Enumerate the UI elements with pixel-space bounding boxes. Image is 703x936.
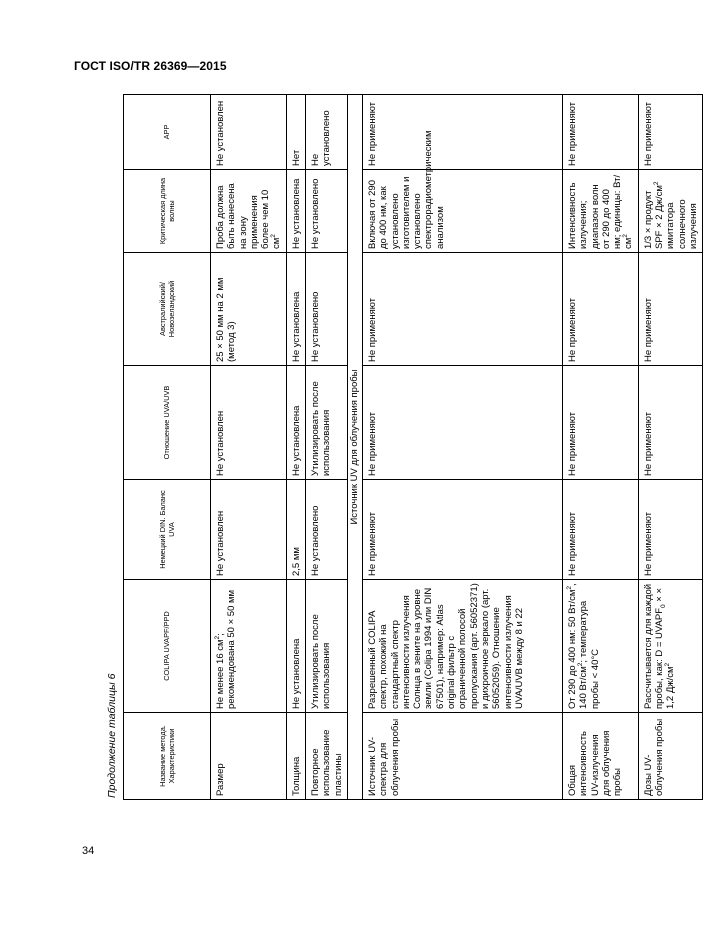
cell-intensity-din: Не применяют bbox=[562, 480, 638, 580]
cell-thickness-crit: Не установлена bbox=[286, 170, 305, 253]
cell-size-crit: Проба должна быть нанесена на зону применения более чем 10 $см^2$ bbox=[211, 170, 287, 253]
cell-reuse-din: Не установлено bbox=[306, 480, 348, 580]
table-row-dose bbox=[638, 95, 702, 800]
table-row-thickness bbox=[286, 95, 305, 800]
cell-thickness-app: Нет bbox=[286, 95, 305, 170]
cell-reuse-uva-uvb: Утилизировать после использования bbox=[306, 366, 348, 480]
table-row-reuse bbox=[306, 95, 348, 800]
cell-dose-crit: 1/3 × продукт SPF × 2 $Дж/см^2$ имитатора солнечного излучения bbox=[638, 170, 702, 253]
section-row-uv-source bbox=[347, 95, 362, 800]
cell-source-crit: Включая от 290 до 400 нм, как установлено изготовителем и установлено спектрорадиометрическим анализом bbox=[362, 170, 562, 253]
cell-size-colipa: Не менее 16 $см^2$; рекомендована 50 × 50 мм bbox=[211, 580, 287, 713]
table-caption: Продолжение таблицы 6 bbox=[106, 673, 118, 798]
cell-dose-aus: Не применяют bbox=[638, 253, 702, 366]
cell-reuse-colipa: Утилизировать после использования bbox=[306, 580, 348, 713]
cell-size-uva-uvb: Не установлен bbox=[211, 366, 287, 480]
methods-table bbox=[123, 94, 703, 800]
cell-source-din: Не применяют bbox=[362, 480, 562, 580]
col-header-critical-wavelength: Критическая длина волны bbox=[124, 170, 211, 253]
cell-reuse-crit: Не установлено bbox=[306, 170, 348, 253]
cell-source-name: Источник UV-спектра для облучения пробы bbox=[362, 713, 562, 800]
table-row-intensity bbox=[562, 95, 638, 800]
table-row-source bbox=[362, 95, 562, 800]
cell-intensity-name: Общая интенсивность UV-излучения для облучения пробы bbox=[562, 713, 638, 800]
cell-intensity-app: Не применяют bbox=[562, 95, 638, 170]
standard-header: ГОСТ ISO/TR 26369—2015 bbox=[74, 59, 227, 73]
rotated-table-block bbox=[101, 95, 699, 800]
cell-thickness-aus: Не установлена bbox=[286, 253, 305, 366]
cell-source-uva-uvb: Не применяют bbox=[362, 366, 562, 480]
cell-dose-uva-uvb: Не применяют bbox=[638, 366, 702, 480]
page-number: 34 bbox=[82, 845, 95, 857]
col-header-app: APP bbox=[124, 95, 211, 170]
cell-intensity-aus: Не применяют bbox=[562, 253, 638, 366]
col-header-method: Название метода. Характеристики bbox=[124, 713, 211, 800]
col-header-din: Немецкий DIN. Баланс UVA bbox=[124, 480, 211, 580]
cell-thickness-colipa: Не установлена bbox=[286, 580, 305, 713]
section-title: Источник UV для облучения пробы bbox=[347, 95, 362, 800]
cell-source-app: Не применяют bbox=[362, 95, 562, 170]
cell-reuse-aus: Не установлено bbox=[306, 253, 348, 366]
table-header-row bbox=[124, 95, 211, 800]
cell-size-name: Размер bbox=[211, 713, 287, 800]
cell-thickness-uva-uvb: Не установлена bbox=[286, 366, 305, 480]
cell-source-aus: Не применяют bbox=[362, 253, 562, 366]
cell-intensity-uva-uvb: Не применяют bbox=[562, 366, 638, 480]
col-header-uva-uvb: Отношение UVA/UVB bbox=[124, 366, 211, 480]
cell-dose-name: Дозы UV-облучения пробы bbox=[638, 713, 702, 800]
cell-dose-din: Не применяют bbox=[638, 480, 702, 580]
cell-intensity-colipa: От 290 до 400 нм: 50 $Вт/см^2$, 140 $Вт/см^2$; температура пробы < 40°C bbox=[562, 580, 638, 713]
cell-intensity-crit: Интенсивность излучения; диапазон волн от 290 до 400 нм; единицы: $Вт/см^2$ bbox=[562, 170, 638, 253]
cell-reuse-name: Повторное использование пластины bbox=[306, 713, 348, 800]
cell-size-app: Не установлен bbox=[211, 95, 287, 170]
table-row-size bbox=[211, 95, 287, 800]
cell-dose-app: Не применяют bbox=[638, 95, 702, 170]
cell-size-aus: 25 × 50 мм на 2 мм (метод 3) bbox=[211, 253, 287, 366]
col-header-aus-nz: Австралийский/ Новозеландский bbox=[124, 253, 211, 366]
cell-size-din: Не установлен bbox=[211, 480, 287, 580]
cell-thickness-name: Толщина bbox=[286, 713, 305, 800]
col-header-colipa: COLIPA UVAPF/PPD bbox=[124, 580, 211, 713]
cell-thickness-din: 2,5 мм bbox=[286, 480, 305, 580]
cell-dose-colipa: Рассчитывается для каждой пробы, как: $D = UVAPF_0$ × × 1,2 $Дж/см^2$ bbox=[638, 580, 702, 713]
cell-reuse-app: Не установлено bbox=[306, 95, 348, 170]
cell-source-colipa: Разрешенный COLIPA спектр, похожий на стандартный спектр интенсивности излучения Солнца в зените на уровне земли (Colipa 1994 или DIN 67501), например: Atlas original фильтр с ограниченной полосой пропускания (арт. 56052371) и дихроичное зеркало (арт. 56052059). Отношение интенсивности излучения UVA/UVB между 8 и 22 bbox=[362, 580, 562, 713]
